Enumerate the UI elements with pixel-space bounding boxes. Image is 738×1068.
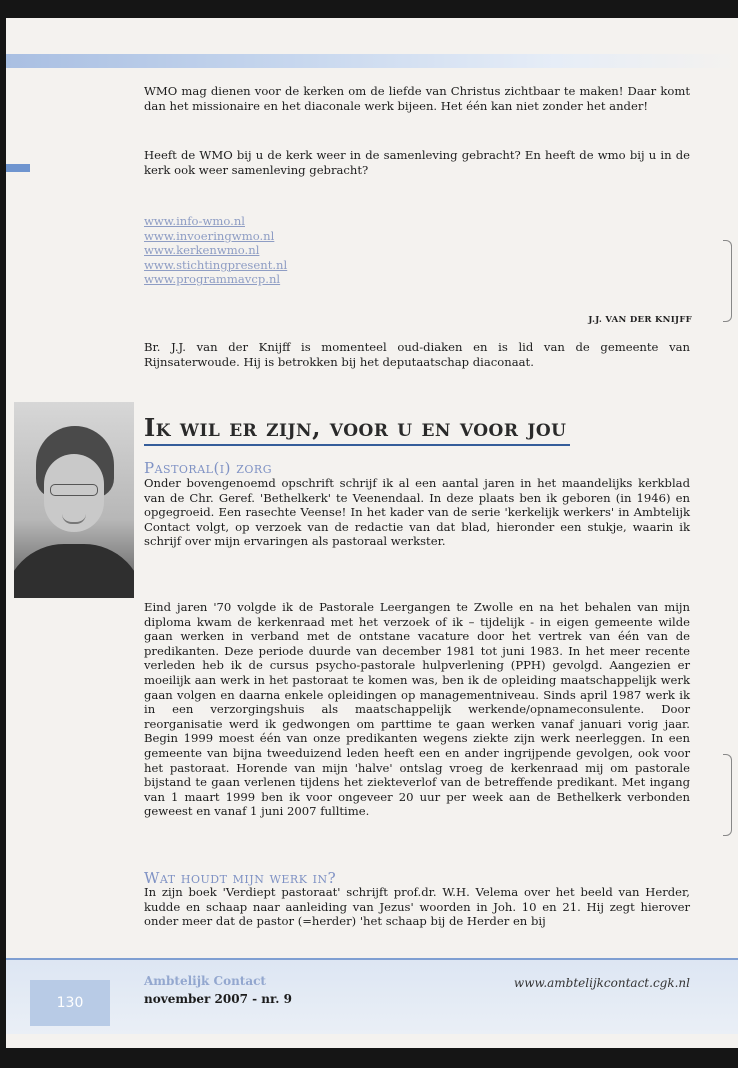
issue-info: november 2007 - nr. 9	[144, 992, 292, 1006]
magazine-page	[6, 18, 738, 1048]
side-tab-marker	[6, 164, 30, 172]
footer-band	[6, 960, 738, 1034]
top-color-bar	[6, 54, 738, 68]
article-title: Ik wil er zijn, voor u en voor jou	[144, 413, 567, 442]
binder-clip-bottom	[723, 754, 732, 836]
link-invoeringwmo[interactable]: www.invoeringwmo.nl	[144, 228, 275, 243]
link-kerkenwmo[interactable]: www.kerkenwmo.nl	[144, 243, 260, 258]
intro-paragraph-2: Heeft de WMO bij u de kerk weer in de samenleving gebracht? En heeft de wmo bij u in de kerk ook weer samenleving gebracht?	[144, 148, 690, 177]
website-url[interactable]: www.ambtelijkcontact.cgk.nl	[513, 976, 690, 990]
author-name: J.J. VAN DER KNIJFF	[588, 315, 692, 325]
author-photo	[14, 402, 134, 598]
journal-name: Ambtelijk Contact	[144, 974, 266, 988]
subheading-wat-houdt-mijn-werk-in: Wat houdt mijn werk in?	[144, 869, 337, 887]
intro-paragraph-1: WMO mag dienen voor de kerken om de liefde van Christus zichtbaar te maken! Daar komt dan het missionaire en het diaconale werk bijeen. Het één kan niet zonder het ander!	[144, 84, 690, 113]
author-bio: Br. J.J. van der Knijff is momenteel oud-diaken en is lid van de gemeente van Rijnsaterwoude. Hij is betrokken bij het deputaatschap diaconaat.	[144, 340, 690, 369]
link-programmavcp[interactable]: www.programmavcp.nl	[144, 272, 281, 287]
binder-clip-top	[723, 240, 732, 322]
title-underline	[144, 444, 570, 446]
page-number: 130	[30, 980, 110, 1026]
article-paragraph-1: Onder bovengenoemd opschrift schrijf ik al een aantal jaren in het maandelijks kerkblad van de Chr. Geref. 'Bethelkerk' te Veenendaal. In deze plaats ben ik geboren (in 1946) en opgegroeid. Een rasechte Veense! In het kader van de serie 'kerkelijk werkers' in Ambtelijk Contact volgt, op verzoek van de redactie van dat blad, hieronder een stukje, waarin ik schrijf over mijn ervaringen als pastoraal werkster.	[144, 476, 690, 549]
link-list	[144, 214, 690, 287]
subheading-pastorale-zorg: Pastoral(i) zorg	[144, 459, 273, 477]
link-info-wmo[interactable]: www.info-wmo.nl	[144, 214, 245, 228]
link-stichtingpresent[interactable]: www.stichtingpresent.nl	[144, 257, 288, 272]
article-paragraph-3: In zijn boek 'Verdiept pastoraat' schrijft prof.dr. W.H. Velema over het beeld van Herder, kudde en schaap naar aanleiding van Jezus' woorden in Joh. 10 en 21. Hij zegt hierover onder meer dat de pastor (=herder) 'het schaap bij de Herder en bij	[144, 885, 690, 929]
article-paragraph-2: Eind jaren '70 volgde ik de Pastorale Leergangen te Zwolle en na het behalen van mijn diploma kwam de kerkenraad met het verzoek of ik – tijdelijk - in eigen gemeente wilde gaan werken in verband met de ontstane vacature door het vertrek van één van de predikanten. Deze periode duurde van december 1981 tot juni 1983. In het meer recente verleden heb ik de cursus psycho-pastorale hulpverlening (PPH) gevolgd. Aangezien er moeilijk aan werk in het pastoraat te komen was, ben ik de opleiding maatschappelijk werk gaan volgen en daarna enkele opleidingen op managementniveau. Sinds april 1987 werk ik in een verzorgingshuis als maatschappelijk werkende/opnameconsulente. Door reorganisatie werd ik gedwongen om parttime te gaan werken vanaf januari vorig jaar. Begin 1999 moest één van onze predikanten wegens ziekte zijn werk neerleggen. In een gemeente van bijna tweeduizend leden heeft een en ander ingrijpende gevolgen, ook voor het pastoraat. Horende van mijn 'halve' ontslag vroeg de kerkenraad mij om pastorale bijstand te gaan verlenen tijdens het ziekteverlof van de betreffende predikant. Met ingang van 1 maart 1999 ben ik voor ongeveer 20 uur per week aan de Bethelkerk verbonden geweest en vanaf 1 juni 2007 fulltime.	[144, 600, 690, 819]
